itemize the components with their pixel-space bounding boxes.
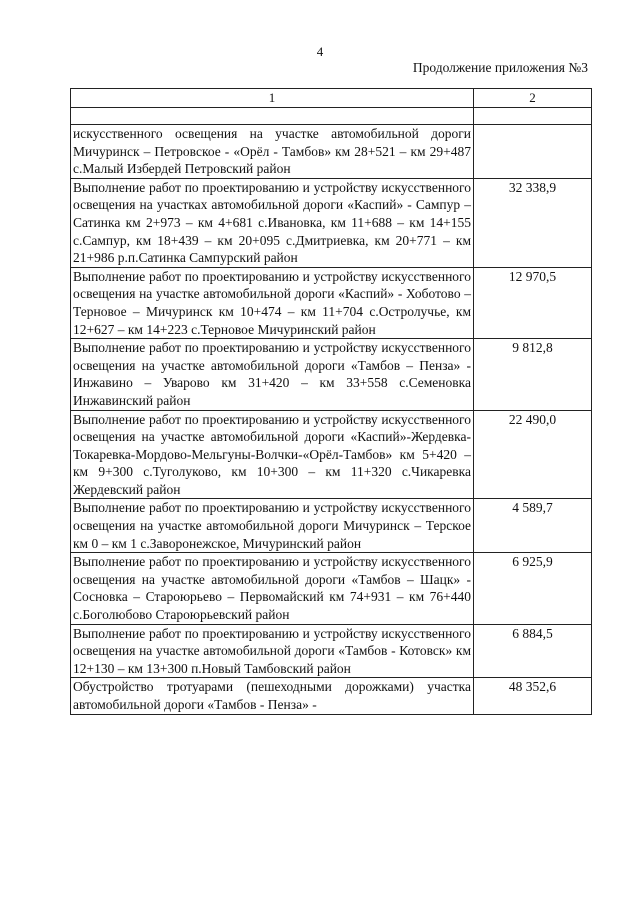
table-row <box>71 499 592 553</box>
row-description: Выполнение работ по проектированию и устройству искусственного освещения на участке автомобильной дороги Мичуринск – Терское км 0 – км 1 с.Заворонежское, Мичуринский район <box>71 499 474 553</box>
table-row <box>71 410 592 499</box>
appendix-note: Продолжение приложения №3 <box>412 60 588 75</box>
row-value: 32 338,9 <box>474 178 592 267</box>
row-description: искусственного освещения на участке автомобильной дороги Мичуринск – Петровское - «Орёл - Тамбов» км 28+521 – км 29+487 с.Малый Избердей Петровский район <box>71 125 474 179</box>
row-value: 6 884,5 <box>474 624 592 678</box>
table-spacer-row <box>71 108 592 125</box>
table-row <box>71 267 592 338</box>
row-value: 6 925,9 <box>474 553 592 624</box>
table-row <box>71 178 592 267</box>
table-row <box>71 553 592 624</box>
row-value: 9 812,8 <box>474 339 592 410</box>
row-description: Выполнение работ по проектированию и устройству искусственного освещения на участке автомобильной дороги «Каспий» - Хоботово – Терновое – Мичуринск км 10+474 – км 11+704 с.Остролучье, км 12+627 – км 14+223 с.Терновое Мичуринский район <box>71 267 474 338</box>
row-description: Выполнение работ по проектированию и устройству искусственного освещения на участке автомобильной дороги «Тамбов - Котовск» км 12+130 – км 13+300 п.Новый Тамбовский район <box>71 624 474 678</box>
appendix-table <box>70 88 592 715</box>
column-header-1: 1 <box>71 89 474 108</box>
table-row <box>71 125 592 179</box>
row-value: 48 352,6 <box>474 678 592 714</box>
row-value <box>474 125 592 179</box>
table-header-row <box>71 89 592 108</box>
row-value: 22 490,0 <box>474 410 592 499</box>
table-row <box>71 624 592 678</box>
row-value: 4 589,7 <box>474 499 592 553</box>
column-header-2: 2 <box>474 89 592 108</box>
row-description: Выполнение работ по проектированию и устройству искусственного освещения на участке автомобильной дороги «Тамбов – Пенза» - Инжавино – Уварово км 31+420 – км 33+558 с.Семеновка Инжавинский район <box>71 339 474 410</box>
row-description: Обустройство тротуарами (пешеходными дорожками) участка автомобильной дороги «Тамбов - Пенза» - <box>71 678 474 714</box>
row-value: 12 970,5 <box>474 267 592 338</box>
table-row <box>71 678 592 714</box>
page-number: 4 <box>316 44 324 59</box>
row-description: Выполнение работ по проектированию и устройству искусственного освещения на участке автомобильной дороги «Каспий»-Жердевка-Токаревка-Мордово-Мельгуны-Волчки-«Орёл-Тамбов» км 5+420 – км 9+300 с.Туголуково, км 10+300 – км 11+320 с.Чикаревка Жердевский район <box>71 410 474 499</box>
row-description: Выполнение работ по проектированию и устройству искусственного освещения на участках автомобильной дороги «Каспий» - Сампур – Сатинка км 2+973 – км 4+681 с.Ивановка, км 11+688 – км 14+155 с.Сампур, км 18+439 – км 20+095 с.Дмитриевка, км 20+771 – км 21+986 р.п.Сатинка Сампурский район <box>71 178 474 267</box>
row-description: Выполнение работ по проектированию и устройству искусственного освещения на участке автомобильной дороги «Тамбов – Шацк» - Сосновка – Староюрьево – Первомайский км 74+931 – км 76+440 с.Боголюбово Староюрьевский район <box>71 553 474 624</box>
table-row <box>71 339 592 410</box>
